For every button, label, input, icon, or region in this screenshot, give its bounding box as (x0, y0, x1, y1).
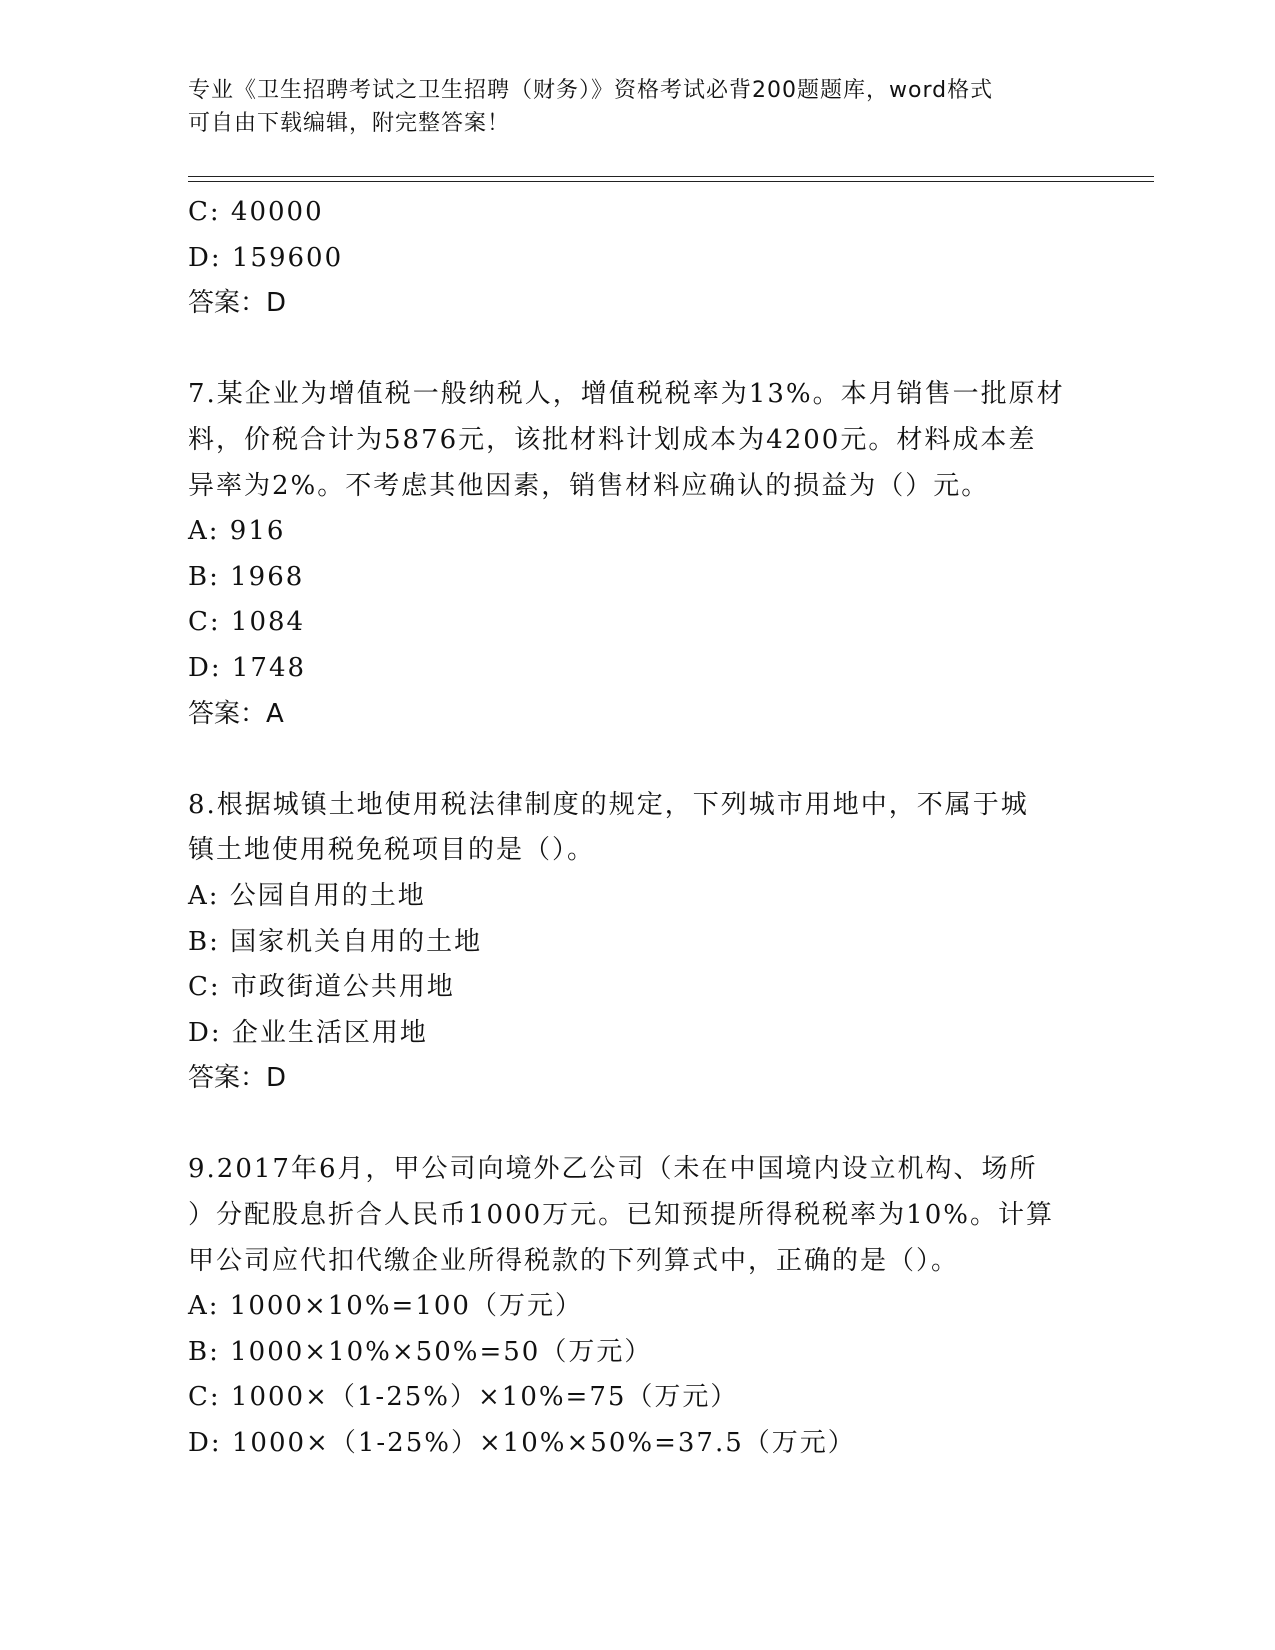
option-d: D: 1748 (188, 652, 307, 683)
option-a: A: 916 (188, 516, 286, 547)
question-text-line: 甲公司应代扣代缴企业所得税款的下列算式中，正确的是（）。 (188, 1245, 960, 1276)
option-c: C: 1084 (188, 607, 306, 638)
question-text-line: ）分配股息折合人民币1000万元。已知预提所得税税率为10%。计算 (188, 1200, 1054, 1231)
spacer (188, 327, 1088, 373)
question-text-line: 9.2017年6月，甲公司向境外乙公司（未在中国境内设立机构、场所 (188, 1154, 1038, 1185)
document-header (188, 74, 1088, 140)
question-text-line: 镇土地使用税免税项目的是（）。 (188, 835, 596, 866)
answer-line: 答案：D (188, 288, 287, 319)
option-c: C: 1000×（1-25%）×10%=75（万元） (188, 1382, 739, 1413)
spacer (188, 737, 1088, 783)
header-divider-bottom (188, 181, 1154, 182)
answer-line: 答案：D (188, 1063, 287, 1094)
answer-line: 答案：A (188, 698, 284, 729)
previous-question-tail (188, 190, 1088, 327)
option-c: C: 市政街道公共用地 (188, 972, 455, 1003)
question-8 (188, 783, 1088, 1102)
question-text-line: 7.某企业为增值税一般纳税人，增值税税率为13%。本月销售一批原材 (188, 379, 1065, 410)
question-7 (188, 372, 1088, 737)
header-title-line-1: 专业《卫生招聘考试之卫生招聘（财务）》资格考试必背200题题库，word格式 (188, 78, 994, 103)
option-a: A: 1000×10%=100（万元） (188, 1291, 583, 1322)
question-list (188, 190, 1088, 1467)
option-d: D: 企业生活区用地 (188, 1017, 428, 1048)
question-text-line: 异率为2%。不考虑其他因素，销售材料应确认的损益为（）元。 (188, 470, 990, 501)
option-c: C: 40000 (188, 197, 324, 227)
option-b: B: 国家机关自用的土地 (188, 926, 483, 957)
option-d: D: 1000×（1-25%）×10%×50%=37.5（万元） (188, 1428, 856, 1459)
option-a: A: 公园自用的土地 (188, 880, 426, 911)
header-divider-top (188, 176, 1154, 177)
spacer (188, 1102, 1088, 1148)
question-text-line: 8.根据城镇土地使用税法律制度的规定，下列城市用地中，不属于城 (188, 789, 1029, 820)
question-9 (188, 1147, 1088, 1466)
question-text-line: 料，价税合计为5876元，该批材料计划成本为4200元。材料成本差 (188, 424, 1037, 455)
header-title-line-2: 可自由下载编辑，附完整答案！ (188, 111, 511, 136)
option-b: B: 1968 (188, 561, 305, 592)
option-d: D: 159600 (188, 242, 344, 273)
option-b: B: 1000×10%×50%=50（万元） (188, 1336, 653, 1367)
